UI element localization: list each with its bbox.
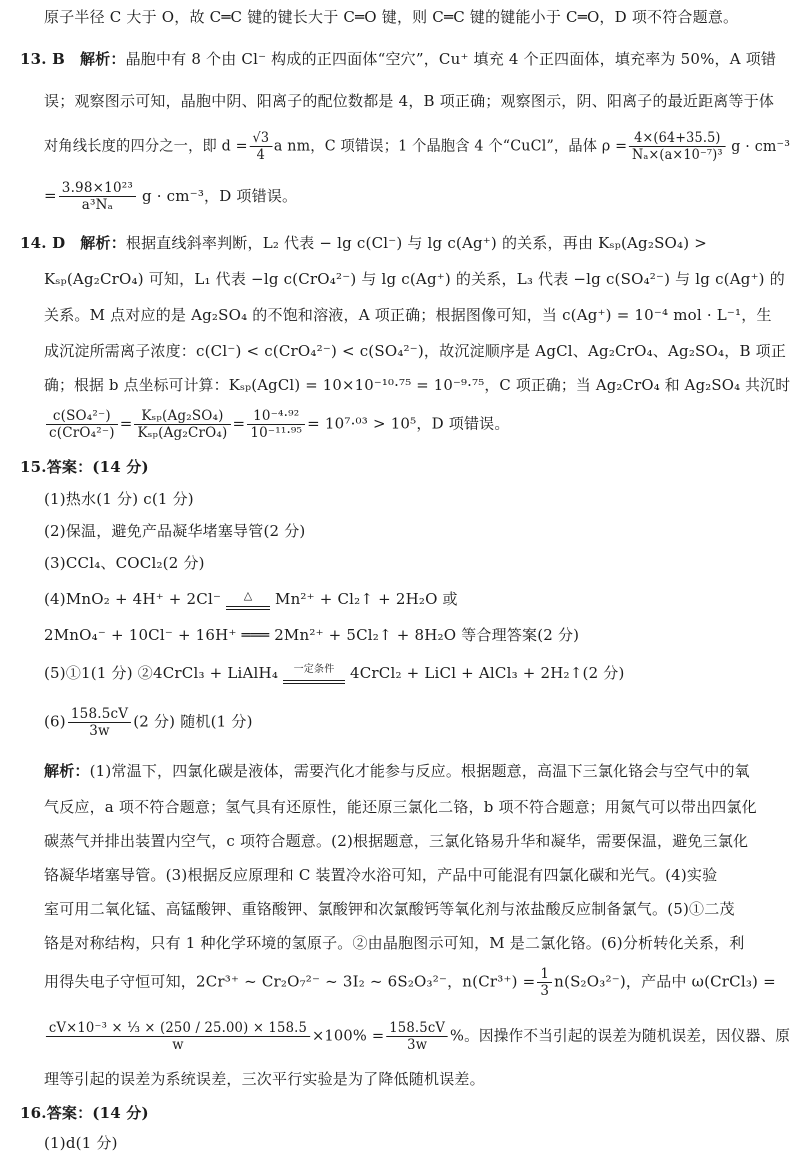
q14-line-6: $\frac{\text{c(SO₄²⁻)}}{\text{c(CrO₄²⁻)}}$ = $\frac{\text{Kₛₚ(Ag₂SO₄)}}{\text{Kₛₚ(Ag₂CrO₄)}}$ = $\frac{\text{10⁻⁴·⁹²}}{\text{10⁻¹¹·⁹⁵}}$ = 10⁷·⁰³ > 10⁵，D 项错误。 xyxy=(44,408,510,441)
q15-answer-6: (6) $\frac{158.5cV}{3w}$ (2 分) 随机(1 分) xyxy=(44,706,253,739)
q15-analysis-line-8: $\frac{\text{cV×10⁻³ × ⅓ × (250 / 25.00) × 158.5}}{w}$ ×100% = $\frac{158.5cV}{3w}$ %。因操作不当引起的误差为随机误差，因仪器、原 xyxy=(44,1020,790,1053)
fraction: $\frac{4\times(64+35.5)}{\text{Nₐ×(a×10⁻⁷)³}}$ xyxy=(629,130,725,163)
q15-analysis-line-6: 铬是对称结构，只有 1 种化学环境的氢原子。②由晶胞图示可知，M 是二氯化铬。(6)分析转化关系，利 xyxy=(44,934,745,952)
condition-label: 一定条件 xyxy=(293,664,335,675)
fraction: $\frac{1}{3}$ xyxy=(537,966,552,999)
q15-analysis-line-7: 用得失电子守恒可知，2Cr³⁺ ~ Cr₂O₇²⁻ ~ 3I₂ ~ 6S₂O₃²⁻，n(Cr³⁺) = $\frac{1}{3}$ n(S₂O₃²⁻)，产品中 ω(CrCl₃) = xyxy=(44,966,776,999)
q16-answer-1: (1)d(1 分) xyxy=(44,1134,118,1152)
q14-number: 14. D xyxy=(20,234,66,252)
fraction: $\frac{\text{Kₛₚ(Ag₂SO₄)}}{\text{Kₛₚ(Ag₂CrO₄)}}$ xyxy=(134,408,230,441)
q15-analysis-line-5: 室可用二氧化锰、高锰酸钾、重铬酸钾、氯酸钾和次氯酸钙等氧化剂与浓盐酸反应制备氯气。(5)①二茂 xyxy=(44,900,735,918)
q15-answer-tag: 答案：(14 分) xyxy=(46,458,149,476)
fraction: $\frac{\text{c(SO₄²⁻)}}{\text{c(CrO₄²⁻)}}$ xyxy=(46,408,118,441)
q15-answer-1: (1)热水(1 分) c(1 分) xyxy=(44,490,194,508)
q15-analysis-line-2: 气反应，a 项不符合题意；氢气具有还原性，能还原三氯化二铬，b 项不符合题意；用氮气可以带出四氯化 xyxy=(44,798,757,816)
q14-analysis-tag: 解析： xyxy=(80,234,126,252)
q14-line-2: Kₛₚ(Ag₂CrO₄) 可知，L₁ 代表 −lg c(CrO₄²⁻) 与 lg c(Ag⁺) 的关系，L₃ 代表 −lg c(SO₄²⁻) 与 lg c(Ag⁺) 的 xyxy=(44,270,785,288)
q15-answer-3: (3)CCl₄、COCl₂(2 分) xyxy=(44,554,205,572)
q13-analysis-tag: 解析： xyxy=(79,50,126,68)
q16-header xyxy=(20,1102,149,1124)
q13-line-4: = $\frac{\text{3.98×10²³}}{\text{a³Nₐ}}$ g · cm⁻³，D 项错误。 xyxy=(44,180,298,213)
q13-line-3: 对角线长度的四分之一，即 d = $\frac{√3}{4}$ a nm，C 项错误；1 个晶胞含 4 个“CuCl”，晶体 ρ = $\frac{4\times(64+35.5)}{\text{Nₐ×(a×10⁻⁷)³}}$ g · cm⁻³ xyxy=(44,130,791,163)
q15-analysis-line-3: 碳蒸气并排出装置内空气，c 项符合题意。(2)根据题意，三氯化铬易升华和凝华，需要保温，避免三氯化 xyxy=(44,832,749,850)
fraction: $\frac{\text{10⁻⁴·⁹²}}{\text{10⁻¹¹·⁹⁵}}$ xyxy=(247,408,305,441)
q15-analysis-tag: 解析： xyxy=(44,762,90,780)
fraction: $\frac{\text{cV×10⁻³ × ⅓ × (250 / 25.00) × 158.5}}{w}$ xyxy=(46,1020,310,1053)
q14-line-5: 确；根据 b 点坐标可计算：Kₛₚ(AgCl) = 10×10⁻¹⁰·⁷⁵ = 10⁻⁹·⁷⁵，C 项正确；当 Ag₂CrO₄ 和 Ag₂SO₄ 共沉时 xyxy=(44,376,791,394)
q14-line-3: 关系。M 点对应的是 Ag₂SO₄ 的不饱和溶液，A 项正确；根据图像可知，当 c(Ag⁺) = 10⁻⁴ mol · L⁻¹，生 xyxy=(44,306,772,324)
q15-number: 15. xyxy=(20,458,47,476)
fraction: $\frac{158.5cV}{3w}$ xyxy=(386,1020,448,1053)
q15-header xyxy=(20,456,149,478)
q13-text: 晶胞中有 8 个由 Cl⁻ 构成的正四面体“空穴”，Cu⁺ 填充 4 个正四面体，填充率为 50%，A 项错 xyxy=(125,50,777,68)
q15-analysis-line-1: 解析：(1)常温下，四氯化碳是液体，需要汽化才能参与反应。根据题意，高温下三氯化铬会与空气中的氧 xyxy=(44,762,750,780)
q15-answer-4-alt: 2MnO₄⁻ + 10Cl⁻ + 16H⁺ ═══ 2Mn²⁺ + 5Cl₂↑ + 8H₂O 等合理答案(2 分) xyxy=(44,626,580,644)
condition-label: △ xyxy=(243,589,253,602)
q15-analysis-line-4: 铬凝华堵塞导管。(3)根据反应原理和 C 装置冷水浴可知，产品中可能混有四氯化碳和光气。(4)实验 xyxy=(44,866,718,884)
q15-analysis-line-9: 理等引起的误差为系统误差，三次平行实验是为了降低随机误差。 xyxy=(44,1070,485,1088)
fraction: $\frac{√3}{4}$ xyxy=(250,130,272,163)
q13-line-1 xyxy=(20,48,776,70)
reaction-arrow xyxy=(226,589,270,610)
q13-number: 13. B xyxy=(20,50,65,68)
fraction: $\frac{\text{3.98×10²³}}{\text{a³Nₐ}}$ xyxy=(59,180,136,213)
reaction-arrow xyxy=(283,664,345,684)
text-line: 原子半径 C 大于 O，故 C═C 键的键长大于 C═O 键，则 C═C 键的键能小于 C═O，D 项不符合题意。 xyxy=(44,8,739,26)
fraction: $\frac{158.5cV}{3w}$ xyxy=(68,706,131,739)
q14-line-1 xyxy=(20,232,707,254)
q15-answer-4: (4)MnO₂ + 4H⁺ + 2Cl⁻ △ Mn²⁺ + Cl₂↑ + 2H₂O 或 xyxy=(44,588,458,610)
q15-answer-2: (2)保温，避免产品凝华堵塞导管(2 分) xyxy=(44,522,306,540)
q14-text: 根据直线斜率判断，L₂ 代表 − lg c(Cl⁻) 与 lg c(Ag⁺) 的关系，再由 Kₛₚ(Ag₂SO₄) > xyxy=(125,234,708,252)
q15-answer-5: (5)①1(1 分) ②4CrCl₃ + LiAlH₄ 一定条件 4CrCl₂ + LiCl + AlCl₃ + 2H₂↑(2 分) xyxy=(44,662,625,684)
q14-line-4: 成沉淀所需离子浓度：c(Cl⁻) < c(CrO₄²⁻) < c(SO₄²⁻)，故沉淀顺序是 AgCl、Ag₂CrO₄、Ag₂SO₄，B 项正 xyxy=(44,342,787,360)
q13-line-2: 误；观察图示可知，晶胞中阴、阳离子的配位数都是 4，B 项正确；观察图示，阴、阳离子的最近距离等于体 xyxy=(44,92,775,110)
q16-number: 16. xyxy=(20,1104,47,1122)
q16-answer-tag: 答案：(14 分) xyxy=(46,1104,149,1122)
